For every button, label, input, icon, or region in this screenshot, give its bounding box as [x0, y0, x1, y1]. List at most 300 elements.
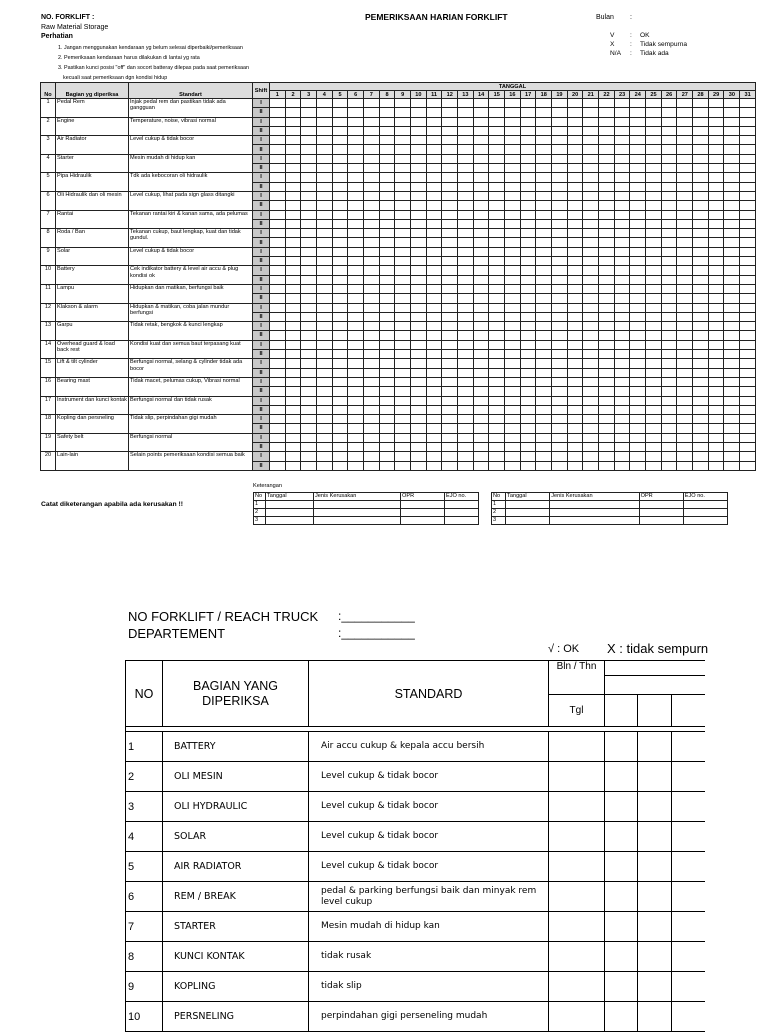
check-cell[interactable]: [552, 294, 568, 303]
check-cell[interactable]: [379, 405, 395, 414]
check-cell[interactable]: [740, 359, 756, 368]
check-cell[interactable]: [599, 331, 615, 340]
check-cell[interactable]: [599, 377, 615, 386]
check-cell[interactable]: [677, 424, 693, 433]
check-cell[interactable]: [505, 284, 521, 293]
check-cell[interactable]: [458, 396, 474, 405]
check-cell[interactable]: [505, 415, 521, 424]
check-cell[interactable]: [473, 210, 489, 219]
check-cell[interactable]: [520, 136, 536, 145]
check-cell[interactable]: [317, 303, 333, 312]
check-cell[interactable]: [708, 145, 724, 154]
check-cell[interactable]: [661, 452, 677, 461]
check-cell[interactable]: [646, 284, 662, 293]
check-cell[interactable]: [583, 191, 599, 200]
check-cell[interactable]: [473, 201, 489, 210]
check-cell[interactable]: [605, 762, 638, 792]
check-cell[interactable]: [630, 136, 646, 145]
log-cell[interactable]: [314, 509, 401, 517]
check-cell[interactable]: [332, 154, 348, 163]
check-cell[interactable]: [364, 108, 380, 117]
check-cell[interactable]: [599, 303, 615, 312]
check-cell[interactable]: [724, 108, 740, 117]
check-cell[interactable]: [536, 396, 552, 405]
check-cell[interactable]: [605, 852, 638, 882]
check-cell[interactable]: [520, 322, 536, 331]
check-cell[interactable]: [672, 942, 705, 972]
check-cell[interactable]: [505, 461, 521, 470]
check-cell[interactable]: [672, 792, 705, 822]
check-cell[interactable]: [426, 201, 442, 210]
check-cell[interactable]: [536, 191, 552, 200]
check-cell[interactable]: [724, 387, 740, 396]
check-cell[interactable]: [583, 108, 599, 117]
check-cell[interactable]: [567, 405, 583, 414]
check-cell[interactable]: [411, 284, 427, 293]
check-cell[interactable]: [740, 452, 756, 461]
check-cell[interactable]: [599, 266, 615, 275]
check-cell[interactable]: [614, 247, 630, 256]
check-cell[interactable]: [379, 424, 395, 433]
check-cell[interactable]: [677, 182, 693, 191]
check-cell[interactable]: [552, 303, 568, 312]
check-cell[interactable]: [395, 266, 411, 275]
check-cell[interactable]: [505, 303, 521, 312]
check-cell[interactable]: [552, 405, 568, 414]
check-cell[interactable]: [317, 108, 333, 117]
check-cell[interactable]: [348, 219, 364, 228]
check-cell[interactable]: [348, 191, 364, 200]
check-cell[interactable]: [708, 238, 724, 247]
check-cell[interactable]: [285, 173, 301, 182]
check-cell[interactable]: [552, 322, 568, 331]
check-cell[interactable]: [505, 359, 521, 368]
check-cell[interactable]: [583, 433, 599, 442]
check-cell[interactable]: [583, 312, 599, 321]
check-cell[interactable]: [285, 396, 301, 405]
check-cell[interactable]: [270, 173, 286, 182]
check-cell[interactable]: [348, 350, 364, 359]
check-cell[interactable]: [473, 182, 489, 191]
check-cell[interactable]: [379, 303, 395, 312]
check-cell[interactable]: [520, 303, 536, 312]
check-cell[interactable]: [458, 164, 474, 173]
check-cell[interactable]: [489, 191, 505, 200]
check-cell[interactable]: [364, 312, 380, 321]
check-cell[interactable]: [317, 238, 333, 247]
check-cell[interactable]: [458, 442, 474, 451]
check-cell[interactable]: [567, 424, 583, 433]
check-cell[interactable]: [646, 294, 662, 303]
check-cell[interactable]: [473, 173, 489, 182]
check-cell[interactable]: [458, 368, 474, 377]
check-cell[interactable]: [677, 368, 693, 377]
check-cell[interactable]: [599, 247, 615, 256]
check-cell[interactable]: [646, 405, 662, 414]
check-cell[interactable]: [426, 396, 442, 405]
check-cell[interactable]: [536, 266, 552, 275]
check-cell[interactable]: [317, 182, 333, 191]
check-cell[interactable]: [473, 108, 489, 117]
check-cell[interactable]: [473, 275, 489, 284]
check-cell[interactable]: [708, 229, 724, 238]
check-cell[interactable]: [630, 359, 646, 368]
check-cell[interactable]: [536, 312, 552, 321]
check-cell[interactable]: [677, 238, 693, 247]
check-cell[interactable]: [442, 461, 458, 470]
check-cell[interactable]: [614, 377, 630, 386]
check-cell[interactable]: [270, 350, 286, 359]
check-cell[interactable]: [583, 405, 599, 414]
check-cell[interactable]: [411, 201, 427, 210]
check-cell[interactable]: [285, 257, 301, 266]
check-cell[interactable]: [549, 822, 605, 852]
check-cell[interactable]: [638, 1002, 672, 1032]
check-cell[interactable]: [458, 322, 474, 331]
check-cell[interactable]: [411, 461, 427, 470]
check-cell[interactable]: [395, 442, 411, 451]
check-cell[interactable]: [411, 340, 427, 349]
check-cell[interactable]: [661, 247, 677, 256]
check-cell[interactable]: [379, 350, 395, 359]
check-cell[interactable]: [605, 912, 638, 942]
check-cell[interactable]: [536, 359, 552, 368]
check-cell[interactable]: [536, 461, 552, 470]
check-cell[interactable]: [536, 182, 552, 191]
check-cell[interactable]: [583, 350, 599, 359]
check-cell[interactable]: [677, 303, 693, 312]
check-cell[interactable]: [301, 99, 317, 108]
check-cell[interactable]: [332, 173, 348, 182]
check-cell[interactable]: [693, 182, 709, 191]
check-cell[interactable]: [549, 972, 605, 1002]
check-cell[interactable]: [646, 210, 662, 219]
check-cell[interactable]: [458, 359, 474, 368]
check-cell[interactable]: [270, 303, 286, 312]
check-cell[interactable]: [567, 210, 583, 219]
check-cell[interactable]: [332, 117, 348, 126]
check-cell[interactable]: [379, 154, 395, 163]
check-cell[interactable]: [583, 424, 599, 433]
check-cell[interactable]: [411, 405, 427, 414]
check-cell[interactable]: [552, 312, 568, 321]
check-cell[interactable]: [332, 145, 348, 154]
check-cell[interactable]: [332, 238, 348, 247]
check-cell[interactable]: [364, 99, 380, 108]
check-cell[interactable]: [301, 340, 317, 349]
check-cell[interactable]: [317, 173, 333, 182]
check-cell[interactable]: [379, 284, 395, 293]
check-cell[interactable]: [442, 359, 458, 368]
check-cell[interactable]: [552, 247, 568, 256]
check-cell[interactable]: [536, 219, 552, 228]
check-cell[interactable]: [473, 219, 489, 228]
date-cell[interactable]: [672, 695, 705, 727]
log-cell[interactable]: [401, 517, 445, 525]
check-cell[interactable]: [614, 405, 630, 414]
check-cell[interactable]: [505, 322, 521, 331]
log-cell[interactable]: [445, 509, 479, 517]
check-cell[interactable]: [630, 350, 646, 359]
log-cell[interactable]: [550, 517, 639, 525]
check-cell[interactable]: [473, 461, 489, 470]
check-cell[interactable]: [301, 284, 317, 293]
check-cell[interactable]: [724, 154, 740, 163]
check-cell[interactable]: [630, 173, 646, 182]
check-cell[interactable]: [677, 284, 693, 293]
check-cell[interactable]: [348, 303, 364, 312]
check-cell[interactable]: [677, 117, 693, 126]
check-cell[interactable]: [740, 340, 756, 349]
check-cell[interactable]: [395, 145, 411, 154]
check-cell[interactable]: [426, 461, 442, 470]
check-cell[interactable]: [677, 275, 693, 284]
check-cell[interactable]: [442, 219, 458, 228]
check-cell[interactable]: [411, 266, 427, 275]
check-cell[interactable]: [614, 350, 630, 359]
check-cell[interactable]: [442, 377, 458, 386]
check-cell[interactable]: [270, 322, 286, 331]
check-cell[interactable]: [520, 452, 536, 461]
check-cell[interactable]: [536, 99, 552, 108]
log-cell[interactable]: [314, 501, 401, 509]
check-cell[interactable]: [270, 164, 286, 173]
check-cell[interactable]: [724, 359, 740, 368]
check-cell[interactable]: [442, 452, 458, 461]
check-cell[interactable]: [583, 117, 599, 126]
check-cell[interactable]: [426, 387, 442, 396]
check-cell[interactable]: [708, 396, 724, 405]
check-cell[interactable]: [395, 238, 411, 247]
check-cell[interactable]: [536, 442, 552, 451]
check-cell[interactable]: [364, 377, 380, 386]
check-cell[interactable]: [505, 275, 521, 284]
check-cell[interactable]: [332, 219, 348, 228]
check-cell[interactable]: [599, 229, 615, 238]
check-cell[interactable]: [693, 191, 709, 200]
check-cell[interactable]: [411, 396, 427, 405]
check-cell[interactable]: [395, 257, 411, 266]
check-cell[interactable]: [458, 284, 474, 293]
check-cell[interactable]: [646, 452, 662, 461]
check-cell[interactable]: [724, 405, 740, 414]
check-cell[interactable]: [317, 387, 333, 396]
check-cell[interactable]: [552, 210, 568, 219]
check-cell[interactable]: [693, 424, 709, 433]
check-cell[interactable]: [505, 108, 521, 117]
check-cell[interactable]: [473, 284, 489, 293]
check-cell[interactable]: [301, 219, 317, 228]
check-cell[interactable]: [317, 368, 333, 377]
check-cell[interactable]: [332, 182, 348, 191]
check-cell[interactable]: [661, 312, 677, 321]
check-cell[interactable]: [379, 238, 395, 247]
check-cell[interactable]: [395, 405, 411, 414]
check-cell[interactable]: [317, 99, 333, 108]
check-cell[interactable]: [270, 257, 286, 266]
check-cell[interactable]: [567, 257, 583, 266]
check-cell[interactable]: [348, 284, 364, 293]
check-cell[interactable]: [693, 387, 709, 396]
check-cell[interactable]: [285, 350, 301, 359]
check-cell[interactable]: [285, 331, 301, 340]
check-cell[interactable]: [364, 201, 380, 210]
check-cell[interactable]: [395, 415, 411, 424]
check-cell[interactable]: [442, 247, 458, 256]
check-cell[interactable]: [724, 145, 740, 154]
check-cell[interactable]: [614, 173, 630, 182]
check-cell[interactable]: [536, 136, 552, 145]
check-cell[interactable]: [630, 108, 646, 117]
check-cell[interactable]: [270, 99, 286, 108]
check-cell[interactable]: [270, 461, 286, 470]
check-cell[interactable]: [379, 275, 395, 284]
check-cell[interactable]: [270, 210, 286, 219]
check-cell[interactable]: [567, 377, 583, 386]
check-cell[interactable]: [724, 191, 740, 200]
check-cell[interactable]: [630, 182, 646, 191]
log-cell[interactable]: [683, 509, 727, 517]
check-cell[interactable]: [426, 247, 442, 256]
check-cell[interactable]: [301, 452, 317, 461]
check-cell[interactable]: [270, 154, 286, 163]
check-cell[interactable]: [442, 303, 458, 312]
check-cell[interactable]: [630, 247, 646, 256]
check-cell[interactable]: [638, 822, 672, 852]
check-cell[interactable]: [301, 266, 317, 275]
check-cell[interactable]: [740, 145, 756, 154]
check-cell[interactable]: [740, 247, 756, 256]
check-cell[interactable]: [583, 331, 599, 340]
check-cell[interactable]: [317, 117, 333, 126]
check-cell[interactable]: [285, 136, 301, 145]
check-cell[interactable]: [458, 312, 474, 321]
check-cell[interactable]: [411, 117, 427, 126]
check-cell[interactable]: [646, 377, 662, 386]
check-cell[interactable]: [317, 247, 333, 256]
check-cell[interactable]: [332, 415, 348, 424]
check-cell[interactable]: [332, 433, 348, 442]
check-cell[interactable]: [348, 452, 364, 461]
check-cell[interactable]: [348, 424, 364, 433]
check-cell[interactable]: [411, 154, 427, 163]
check-cell[interactable]: [552, 164, 568, 173]
check-cell[interactable]: [285, 405, 301, 414]
check-cell[interactable]: [489, 312, 505, 321]
check-cell[interactable]: [332, 284, 348, 293]
check-cell[interactable]: [489, 387, 505, 396]
check-cell[interactable]: [614, 108, 630, 117]
check-cell[interactable]: [301, 415, 317, 424]
check-cell[interactable]: [677, 229, 693, 238]
check-cell[interactable]: [395, 136, 411, 145]
check-cell[interactable]: [549, 942, 605, 972]
check-cell[interactable]: [567, 275, 583, 284]
check-cell[interactable]: [426, 284, 442, 293]
check-cell[interactable]: [614, 117, 630, 126]
check-cell[interactable]: [301, 387, 317, 396]
check-cell[interactable]: [520, 331, 536, 340]
check-cell[interactable]: [379, 387, 395, 396]
check-cell[interactable]: [599, 350, 615, 359]
check-cell[interactable]: [661, 377, 677, 386]
check-cell[interactable]: [395, 312, 411, 321]
check-cell[interactable]: [520, 182, 536, 191]
check-cell[interactable]: [520, 99, 536, 108]
check-cell[interactable]: [536, 173, 552, 182]
check-cell[interactable]: [630, 126, 646, 135]
check-cell[interactable]: [708, 126, 724, 135]
check-cell[interactable]: [567, 201, 583, 210]
check-cell[interactable]: [599, 219, 615, 228]
check-cell[interactable]: [317, 191, 333, 200]
check-cell[interactable]: [505, 219, 521, 228]
check-cell[interactable]: [364, 164, 380, 173]
check-cell[interactable]: [270, 182, 286, 191]
check-cell[interactable]: [473, 303, 489, 312]
check-cell[interactable]: [505, 312, 521, 321]
check-cell[interactable]: [364, 154, 380, 163]
check-cell[interactable]: [693, 452, 709, 461]
check-cell[interactable]: [332, 108, 348, 117]
check-cell[interactable]: [395, 340, 411, 349]
check-cell[interactable]: [567, 350, 583, 359]
check-cell[interactable]: [740, 210, 756, 219]
check-cell[interactable]: [552, 99, 568, 108]
check-cell[interactable]: [364, 452, 380, 461]
check-cell[interactable]: [301, 461, 317, 470]
check-cell[interactable]: [426, 182, 442, 191]
check-cell[interactable]: [536, 294, 552, 303]
check-cell[interactable]: [646, 331, 662, 340]
check-cell[interactable]: [379, 219, 395, 228]
check-cell[interactable]: [552, 219, 568, 228]
check-cell[interactable]: [270, 275, 286, 284]
check-cell[interactable]: [442, 294, 458, 303]
check-cell[interactable]: [285, 164, 301, 173]
check-cell[interactable]: [536, 405, 552, 414]
check-cell[interactable]: [411, 331, 427, 340]
check-cell[interactable]: [708, 136, 724, 145]
check-cell[interactable]: [426, 322, 442, 331]
check-cell[interactable]: [442, 331, 458, 340]
check-cell[interactable]: [599, 275, 615, 284]
check-cell[interactable]: [379, 126, 395, 135]
check-cell[interactable]: [332, 340, 348, 349]
check-cell[interactable]: [708, 117, 724, 126]
check-cell[interactable]: [458, 182, 474, 191]
check-cell[interactable]: [724, 126, 740, 135]
check-cell[interactable]: [270, 126, 286, 135]
check-cell[interactable]: [505, 442, 521, 451]
check-cell[interactable]: [379, 247, 395, 256]
check-cell[interactable]: [285, 359, 301, 368]
check-cell[interactable]: [740, 331, 756, 340]
check-cell[interactable]: [505, 350, 521, 359]
check-cell[interactable]: [567, 433, 583, 442]
check-cell[interactable]: [395, 284, 411, 293]
log-cell[interactable]: [401, 501, 445, 509]
check-cell[interactable]: [379, 266, 395, 275]
check-cell[interactable]: [489, 415, 505, 424]
check-cell[interactable]: [270, 387, 286, 396]
check-cell[interactable]: [458, 117, 474, 126]
check-cell[interactable]: [536, 210, 552, 219]
check-cell[interactable]: [630, 201, 646, 210]
check-cell[interactable]: [317, 322, 333, 331]
check-cell[interactable]: [348, 201, 364, 210]
check-cell[interactable]: [395, 117, 411, 126]
